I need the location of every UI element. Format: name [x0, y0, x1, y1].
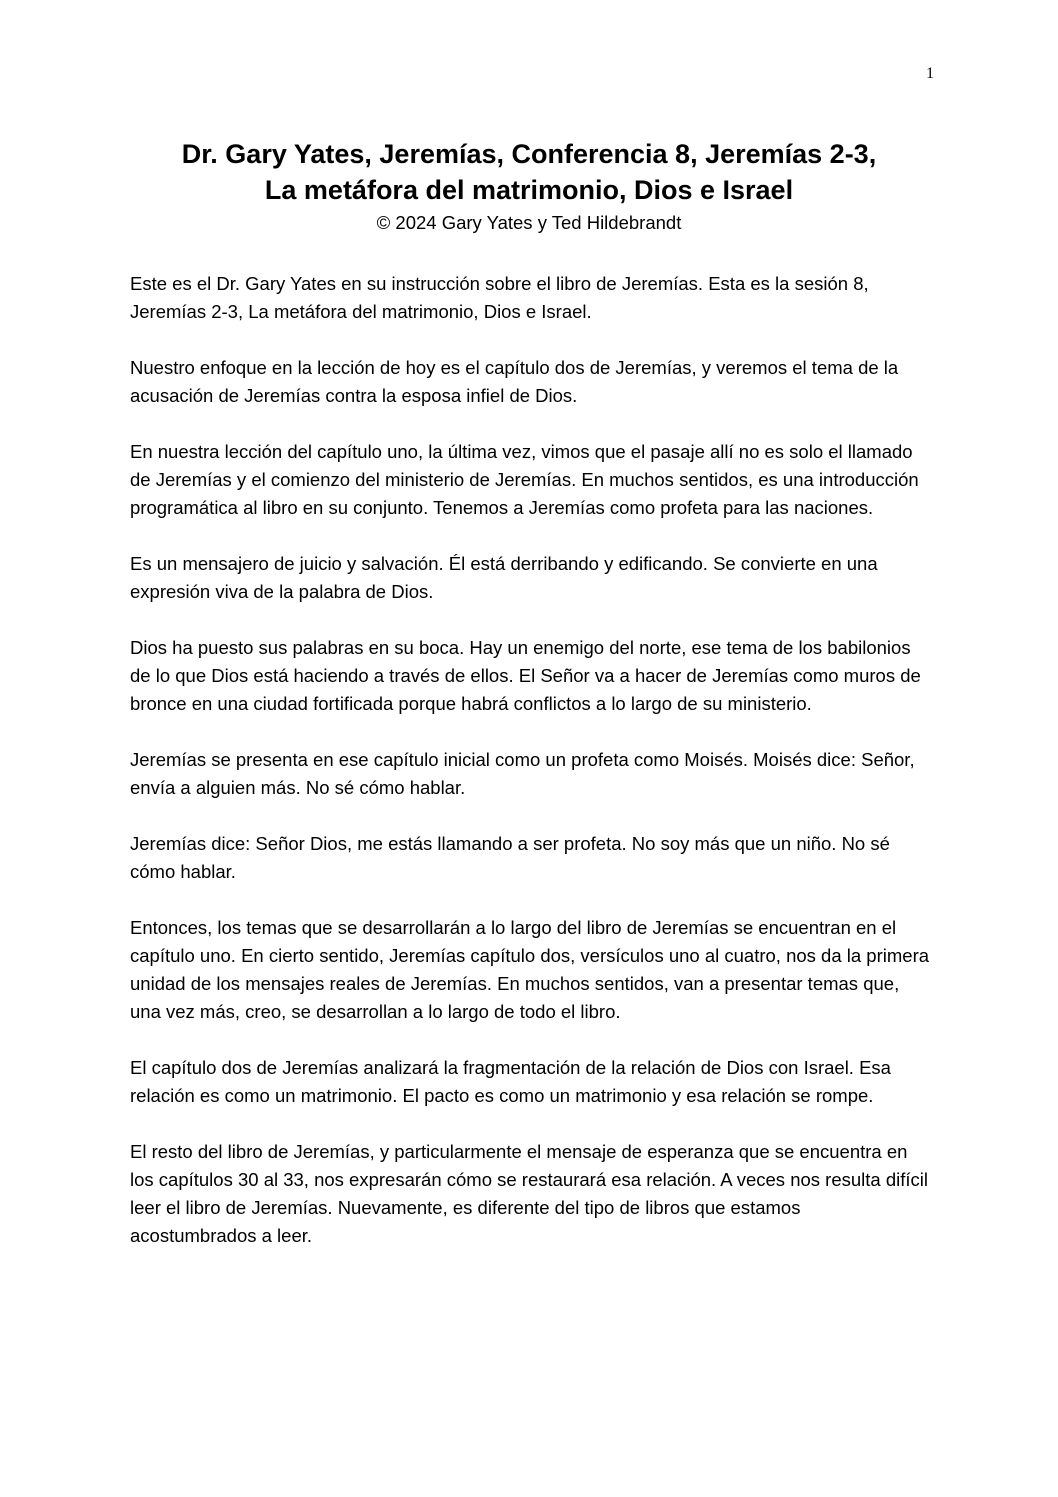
paragraph: Entonces, los temas que se desarrollarán a lo largo del libro de Jeremías se encuentran en el capítulo uno. En cierto sentido, Jeremías capítulo dos, versículos uno al cuatro, nos da la primera unidad de los mensajes reales de Jeremías. En muchos sentidos, van a presentar temas que, una vez más, creo, se desarrollan a lo largo de todo el libro.	[130, 917, 930, 1022]
page-number: 1	[926, 65, 934, 82]
paragraph: El capítulo dos de Jeremías analizará la fragmentación de la relación de Dios con Israel. Esa relación es como un matrimonio. El pacto es como un matrimonio y esa relación se rompe.	[130, 1057, 891, 1106]
paragraph: Este es el Dr. Gary Yates en su instrucción sobre el libro de Jeremías. Esta es la sesión 8, Jeremías 2-3, La metáfora del matrimonio, Dios e Israel.	[130, 273, 869, 322]
document-body	[130, 270, 930, 1278]
paragraph: Jeremías se presenta en ese capítulo inicial como un profeta como Moisés. Moisés dice: Señor, envía a alguien más. No sé cómo hablar.	[130, 749, 915, 798]
paragraph: Jeremías dice: Señor Dios, me estás llamando a ser profeta. No soy más que un niño. No sé cómo hablar.	[130, 833, 890, 882]
paragraph: En nuestra lección del capítulo uno, la última vez, vimos que el pasaje allí no es solo el llamado de Jeremías y el comienzo del ministerio de Jeremías. En muchos sentidos, es una introducción programática al libro en su conjunto. Tenemos a Jeremías como profeta para las naciones.	[130, 441, 919, 518]
title-line-1: Dr. Gary Yates, Jeremías, Conferencia 8, Jeremías 2-3,	[181, 139, 877, 169]
paragraph: Dios ha puesto sus palabras en su boca. Hay un enemigo del norte, ese tema de los babilonios de lo que Dios está haciendo a través de ellos. El Señor va a hacer de Jeremías como muros de bronce en una ciudad fortificada porque habrá conflictos a lo largo de su ministerio.	[130, 637, 921, 714]
document-title	[100, 136, 958, 208]
document-header	[100, 136, 958, 236]
title-line-2: La metáfora del matrimonio, Dios e Israel	[264, 175, 794, 205]
paragraph: El resto del libro de Jeremías, y particularmente el mensaje de esperanza que se encuentra en los capítulos 30 al 33, nos expresarán cómo se restaurará esa relación. A veces nos resulta difícil leer el libro de Jeremías. Nuevamente, es diferente del tipo de libros que estamos acostumbrados a leer.	[130, 1141, 928, 1246]
paragraph: Es un mensajero de juicio y salvación. Él está derribando y edificando. Se convierte en una expresión viva de la palabra de Dios.	[130, 553, 878, 602]
paragraph: Nuestro enfoque en la lección de hoy es el capítulo dos de Jeremías, y veremos el tema de la acusación de Jeremías contra la esposa infiel de Dios.	[130, 357, 899, 406]
copyright-line: © 2024 Gary Yates y Ted Hildebrandt	[376, 212, 682, 233]
